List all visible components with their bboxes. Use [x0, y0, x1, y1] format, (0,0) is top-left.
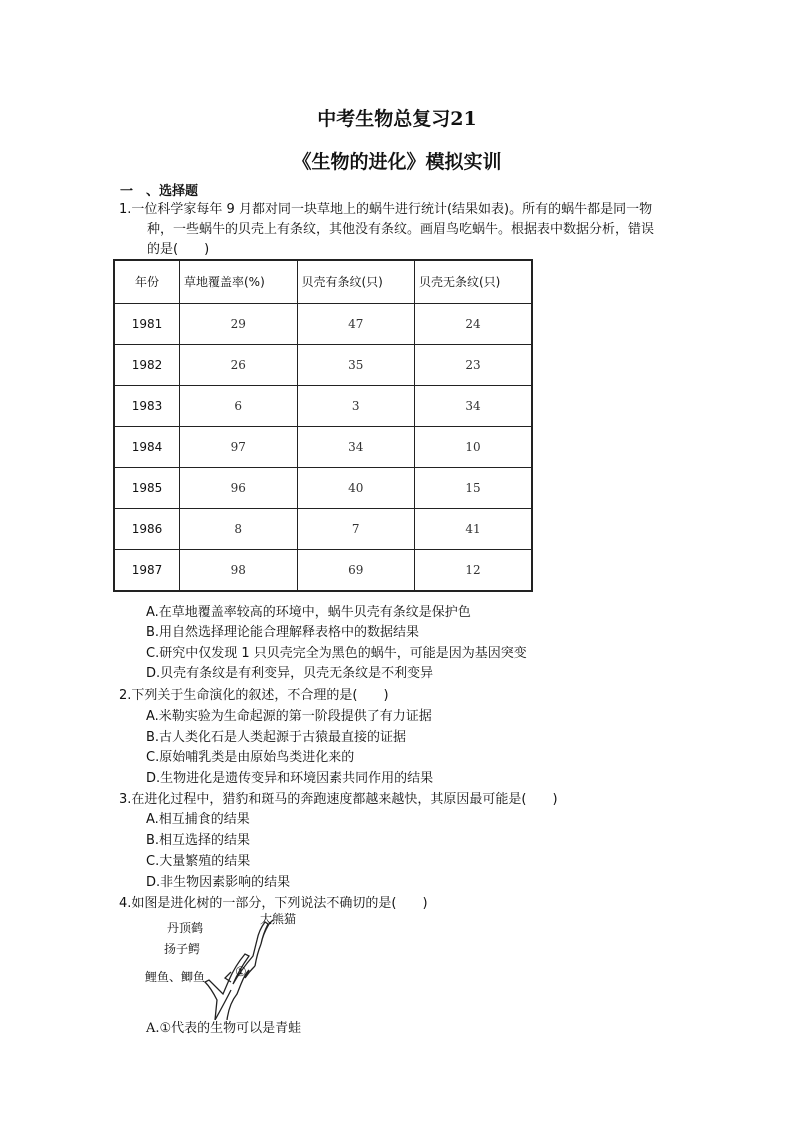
- q2-option-c: C.原始哺乳类是由原始鸟类进化来的: [146, 750, 355, 765]
- label-marker-1: ①: [235, 965, 247, 980]
- year-cell: 1981: [114, 304, 180, 345]
- striped-cell: 7: [297, 509, 415, 550]
- q4-option-a: A.①代表的生物可以是青蛙: [146, 1021, 302, 1036]
- tree-branch-upper: [255, 944, 261, 966]
- year-cell: 1983: [114, 386, 180, 427]
- year-cell: 1984: [114, 427, 180, 468]
- striped-cell: 40: [297, 468, 415, 509]
- page-subtitle: 《生物的进化》模拟实训: [292, 151, 502, 173]
- striped-cell: 34: [297, 427, 415, 468]
- striped-cell: 47: [297, 304, 415, 345]
- page-title: 中考生物总复习21: [317, 108, 477, 130]
- cover-cell: 29: [180, 304, 298, 345]
- q2-option-b: B.古人类化石是人类起源于古猿最直接的证据: [146, 730, 407, 745]
- cover-cell: 26: [180, 345, 298, 386]
- cover-cell: 96: [180, 468, 298, 509]
- table-row: [114, 550, 532, 592]
- q3-option-c: C.大量繁殖的结果: [146, 854, 251, 869]
- question-1-stem: [119, 200, 704, 260]
- table-header-cell: 贝壳无条纹(只): [415, 260, 533, 304]
- label-crane: 丹顶鹤: [167, 921, 204, 935]
- table-row: [114, 304, 532, 345]
- question-3-stem: 3.在进化过程中，猎豹和斑马的奔跑速度都越来越快，其原因最可能是( ): [119, 792, 558, 807]
- table-row: [114, 386, 532, 427]
- question-1-line: 种，一些蜗牛的贝壳上有条纹，其他没有条纹。画眉鸟吃蜗牛。根据表中数据分析，错误: [147, 222, 655, 237]
- plain-cell: 24: [415, 304, 533, 345]
- label-fish: 鲤鱼、鲫鱼: [145, 970, 206, 984]
- table-row: [114, 345, 532, 386]
- question-1-line: 的是( ): [147, 242, 210, 257]
- evolution-tree-figure: [145, 910, 345, 1020]
- cover-cell: 98: [180, 550, 298, 592]
- table-header-cell: 年份: [114, 260, 180, 304]
- plain-cell: 15: [415, 468, 533, 509]
- plain-cell: 41: [415, 509, 533, 550]
- plain-cell: 10: [415, 427, 533, 468]
- q3-option-d: D.非生物因素影响的结果: [146, 875, 291, 890]
- table-row: [114, 509, 532, 550]
- table-header-cell: 草地覆盖率(%): [180, 260, 298, 304]
- year-cell: 1985: [114, 468, 180, 509]
- question-2-stem: 2.下列关于生命演化的叙述，不合理的是( ): [119, 688, 389, 703]
- year-cell: 1982: [114, 345, 180, 386]
- q3-option-b: B.相互选择的结果: [146, 833, 251, 848]
- question-1-line: 1.一位科学家每年 9 月都对同一块草地上的蜗牛进行统计(结果如表)。所有的蜗牛都是同一物: [119, 202, 653, 217]
- q3-option-a: A.相互捕食的结果: [146, 812, 250, 827]
- plain-cell: 23: [415, 345, 533, 386]
- label-alligator: 扬子鳄: [164, 942, 201, 956]
- q2-option-d: D.生物进化是遗传变异和环境因素共同作用的结果: [146, 771, 434, 786]
- cover-cell: 8: [180, 509, 298, 550]
- table-header-cell: 贝壳有条纹(只): [297, 260, 415, 304]
- snail-data-table: [113, 259, 533, 592]
- q1-option-b: B.用自然选择理论能合理解释表格中的数据结果: [146, 625, 420, 640]
- table-row: [114, 468, 532, 509]
- q1-option-a: A.在草地覆盖率较高的环境中，蜗牛贝壳有条纹是保护色: [146, 605, 471, 620]
- year-cell: 1986: [114, 509, 180, 550]
- cover-cell: 97: [180, 427, 298, 468]
- table-row: [114, 427, 532, 468]
- q1-option-d: D.贝壳有条纹是有利变异，贝壳无条纹是不利变异: [146, 666, 434, 681]
- label-panda: 大熊猫: [260, 912, 297, 926]
- q2-option-a: A.米勒实验为生命起源的第一阶段提供了有力证据: [146, 709, 432, 724]
- q1-option-c: C.研究中仅发现 1 只贝壳完全为黑色的蜗牛，可能是因为基因突变: [146, 646, 527, 661]
- striped-cell: 69: [297, 550, 415, 592]
- plain-cell: 12: [415, 550, 533, 592]
- question-4-stem: 4.如图是进化树的一部分，下列说法不确切的是( ): [119, 896, 428, 911]
- year-cell: 1987: [114, 550, 180, 592]
- striped-cell: 3: [297, 386, 415, 427]
- plain-cell: 34: [415, 386, 533, 427]
- striped-cell: 35: [297, 345, 415, 386]
- table-header-row: [114, 260, 532, 304]
- cover-cell: 6: [180, 386, 298, 427]
- section-heading: 一 、选择题: [120, 184, 199, 199]
